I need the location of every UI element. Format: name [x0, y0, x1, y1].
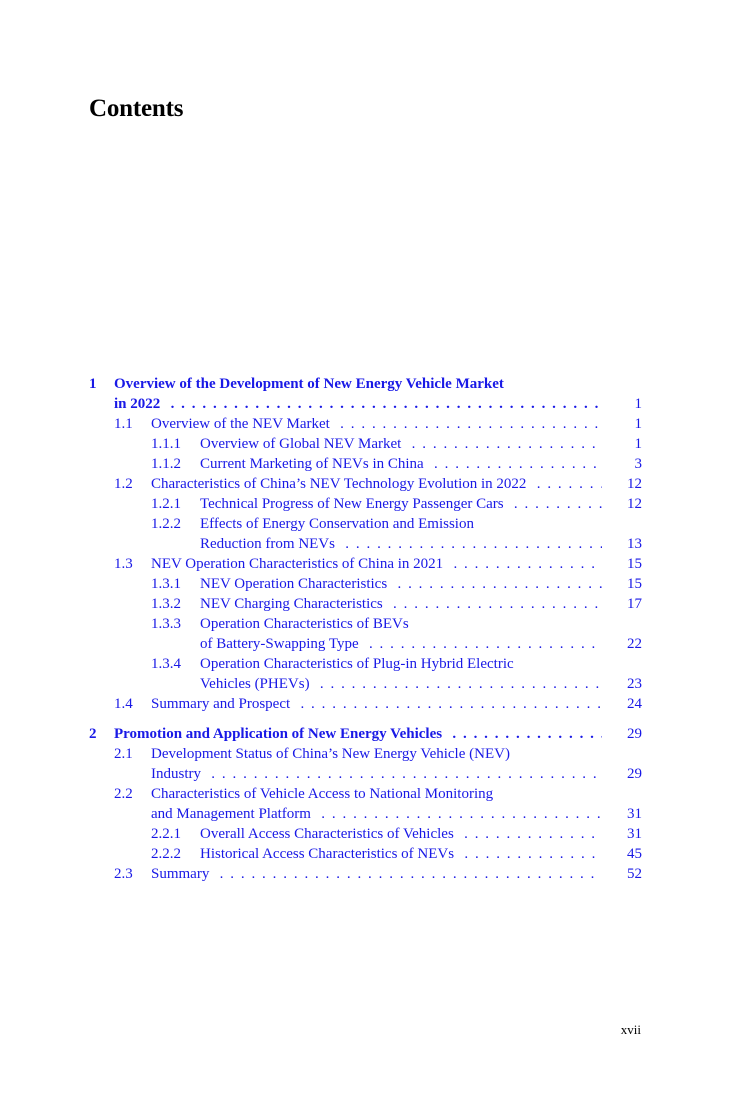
- toc-entry-number: 1.4: [114, 696, 133, 712]
- toc-entry[interactable]: [0, 824, 732, 844]
- page-title: Contents: [89, 95, 184, 122]
- toc-entry-number: 1.2: [114, 476, 133, 492]
- toc-entry-page: 45: [627, 846, 642, 862]
- toc-entry-title: Industry . . .: [151, 764, 602, 784]
- toc-entry-title: NEV Operation Characteristics of China in 2021 . . .: [151, 554, 602, 574]
- toc-entry-title: Current Marketing of NEVs in China . . .: [200, 454, 602, 474]
- toc-entry[interactable]: [0, 654, 732, 674]
- toc-entry[interactable]: [0, 744, 732, 764]
- toc-entry-number: 1.2.1: [151, 496, 181, 512]
- toc-entry-title: Overview of Global NEV Market . . .: [200, 434, 602, 454]
- toc-entry[interactable]: [0, 434, 732, 454]
- toc-entry-number: 1.2.2: [151, 516, 181, 532]
- toc-entry-title: Promotion and Application of New Energy Vehicles . . .: [114, 724, 602, 744]
- toc-entry-title: Development Status of China’s New Energy Vehicle (NEV): [151, 744, 515, 764]
- toc-entry-title: Characteristics of China’s NEV Technology Evolution in 2022 . . .: [151, 474, 602, 494]
- toc-entry-title: of Battery-Swapping Type . . .: [200, 634, 602, 654]
- toc-entry-page: 29: [627, 726, 642, 742]
- toc-entry-page: 17: [627, 596, 642, 612]
- toc-entry-page: 1: [634, 416, 642, 432]
- toc-entry-number: 1.3.2: [151, 596, 181, 612]
- toc-entry-page: 12: [627, 496, 642, 512]
- toc-entry[interactable]: [0, 514, 732, 534]
- toc-entry-number: 2.2: [114, 786, 133, 802]
- toc-entry[interactable]: [0, 494, 732, 514]
- toc-entry-page: 1: [634, 436, 642, 452]
- toc-entry[interactable]: [0, 474, 732, 494]
- toc-entry[interactable]: [0, 554, 732, 574]
- toc-entry-number: 2.3: [114, 866, 133, 882]
- toc-entry-title: and Management Platform . . .: [151, 804, 602, 824]
- toc-entry[interactable]: [0, 804, 732, 824]
- toc-entry[interactable]: [0, 454, 732, 474]
- toc-entry-page: 1: [634, 396, 642, 412]
- toc-entry[interactable]: [0, 634, 732, 654]
- toc-entry-page: 3: [634, 456, 642, 472]
- toc-entry-number: 1: [89, 376, 97, 392]
- toc-entry-number: 1.1.2: [151, 456, 181, 472]
- toc-entry[interactable]: [0, 574, 732, 594]
- toc-entry[interactable]: [0, 784, 732, 804]
- toc-entry-page: 52: [627, 866, 642, 882]
- toc-entry-title: Summary and Prospect . . .: [151, 694, 602, 714]
- toc-entry[interactable]: [0, 764, 732, 784]
- toc-entry-title: Vehicles (PHEVs) . . .: [200, 674, 602, 694]
- toc-entry[interactable]: [0, 614, 732, 634]
- toc-entry-number: 1.3.1: [151, 576, 181, 592]
- toc-entry-title: Summary . . .: [151, 864, 602, 884]
- toc-entry-title: Overview of the Development of New Energy Vehicle Market: [114, 374, 509, 394]
- toc-entry-title: NEV Charging Characteristics . . .: [200, 594, 602, 614]
- toc-entry-title: Operation Characteristics of BEVs: [200, 614, 414, 634]
- toc-entry-number: 2.2.2: [151, 846, 181, 862]
- toc-entry-number: 1.3.4: [151, 656, 181, 672]
- toc-entry-title: Operation Characteristics of Plug-in Hybrid Electric: [200, 654, 519, 674]
- toc-entry-page: 31: [627, 826, 642, 842]
- toc-entry-title: Historical Access Characteristics of NEVs . . .: [200, 844, 602, 864]
- toc-entry-page: 24: [627, 696, 642, 712]
- toc-entry-title: NEV Operation Characteristics . . .: [200, 574, 602, 594]
- toc-entry-title: Overall Access Characteristics of Vehicles . . .: [200, 824, 602, 844]
- toc-entry-number: 2: [89, 726, 97, 742]
- toc-entry-number: 2.1: [114, 746, 133, 762]
- toc-entry[interactable]: [0, 864, 732, 884]
- toc-entry-title: Effects of Energy Conservation and Emission: [200, 514, 479, 534]
- toc-entry[interactable]: [0, 724, 732, 744]
- toc-entry[interactable]: [0, 534, 732, 554]
- toc-entry[interactable]: [0, 394, 732, 414]
- toc-entry-title: in 2022 . . .: [114, 394, 602, 414]
- toc-entry-page: 15: [627, 576, 642, 592]
- toc-entry-page: 13: [627, 536, 642, 552]
- toc-entry[interactable]: [0, 594, 732, 614]
- toc-entry[interactable]: [0, 414, 732, 434]
- toc-entry-title: Reduction from NEVs . . .: [200, 534, 602, 554]
- toc-entry[interactable]: [0, 694, 732, 714]
- toc-entry-page: 15: [627, 556, 642, 572]
- toc-entry-number: 1.1: [114, 416, 133, 432]
- toc-entry-number: 2.2.1: [151, 826, 181, 842]
- toc-entry-page: 23: [627, 676, 642, 692]
- toc-entry-page: 22: [627, 636, 642, 652]
- toc-entry[interactable]: [0, 674, 732, 694]
- toc-entry[interactable]: [0, 374, 732, 394]
- toc-entry-page: 12: [627, 476, 642, 492]
- toc-entry-title: Technical Progress of New Energy Passenger Cars . . .: [200, 494, 602, 514]
- toc-entry-number: 1.1.1: [151, 436, 181, 452]
- toc-entry[interactable]: [0, 844, 732, 864]
- toc-entry-page: 31: [627, 806, 642, 822]
- page-number: xvii: [620, 1022, 641, 1037]
- toc-entry-number: 1.3.3: [151, 616, 181, 632]
- toc-entry-title: Overview of the NEV Market . . .: [151, 414, 602, 434]
- toc-entry-number: 1.3: [114, 556, 133, 572]
- toc-entry-title: Characteristics of Vehicle Access to National Monitoring: [151, 784, 498, 804]
- toc-entry-page: 29: [627, 766, 642, 782]
